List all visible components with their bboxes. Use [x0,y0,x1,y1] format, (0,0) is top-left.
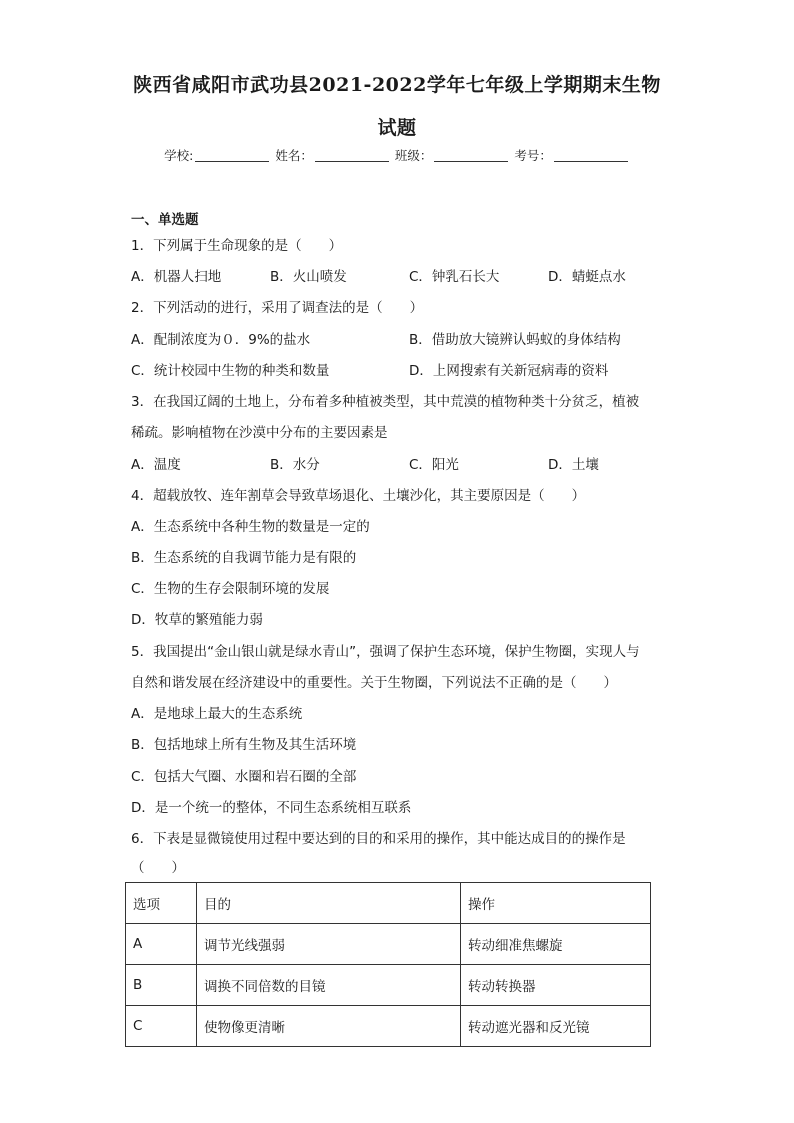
table-row [126,965,651,1006]
table-row [126,1006,651,1047]
table-header-cell: 目的 [197,883,461,924]
question-2-option-b[interactable]: B．借助放大镜辨认蚂蚁的身体结构 [409,332,621,348]
question-2-option-a[interactable]: A．配制浓度为０．9%的盐水 [131,332,311,348]
question-3-option-d[interactable]: D．土壤 [548,457,599,473]
class-blank[interactable] [434,149,508,162]
microscope-table [125,882,651,1047]
question-4-option-d[interactable]: D．牧草的繁殖能力弱 [131,612,263,628]
question-5-option-c[interactable]: C．包括大气圈、水圈和岩石圈的全部 [131,769,357,785]
question-5-stem-line1: 5．我国提出“金山银山就是绿水青山”，强调了保护生态环境，保护生物圈，实现人与 [131,644,640,660]
table-header-row [126,883,651,924]
table-row [126,924,651,965]
student-info-row [0,146,794,164]
question-5-option-b[interactable]: B．包括地球上所有生物及其生活环境 [131,737,357,753]
table-cell-purpose: 调节光线强弱 [197,924,461,965]
table-cell-operation: 转动遮光器和反光镜 [461,1006,651,1047]
question-6-stem-line2: （ ） [131,860,185,876]
question-3-option-b[interactable]: B．水分 [270,457,320,473]
question-2-stem: 2．下列活动的进行，采用了调查法的是（ ） [131,300,424,316]
table-header-cell: 操作 [461,883,651,924]
table-cell-option: A [126,924,197,965]
table-cell-option: B [126,965,197,1006]
question-3-stem-line2: 稀疏。影响植物在沙漠中分布的主要因素是 [131,425,388,441]
question-4-option-c[interactable]: C．生物的生存会限制环境的发展 [131,581,330,597]
exam-title-line2: 试题 [377,117,417,139]
question-1-stem: 1．下列属于生命现象的是（ ） [131,238,343,254]
question-3-stem-line1: 3．在我国辽阔的土地上，分布着多种植被类型，其中荒漠的植物种类十分贫乏，植被 [131,394,640,410]
school-blank[interactable] [195,149,269,162]
question-5-option-a[interactable]: A．是地球上最大的生态系统 [131,706,303,722]
table-cell-operation: 转动转换器 [461,965,651,1006]
exam-number-label: 考号： [514,148,552,163]
question-4-option-a[interactable]: A．生态系统中各种生物的数量是一定的 [131,519,370,535]
table-cell-purpose: 使物像更清晰 [197,1006,461,1047]
table-cell-purpose: 调换不同倍数的目镜 [197,965,461,1006]
class-label: 班级： [394,148,433,163]
question-1-option-d[interactable]: D．蜻蜓点水 [548,269,626,285]
section-heading: 一、单选题 [131,212,199,228]
table-cell-operation: 转动细准焦螺旋 [461,924,651,965]
question-3-option-c[interactable]: C．阳光 [409,457,459,473]
question-2-option-d[interactable]: D．上网搜索有关新冠病毒的资料 [409,363,609,379]
question-5-option-d[interactable]: D．是一个统一的整体，不同生态系统相互联系 [131,800,412,816]
name-blank[interactable] [315,149,389,162]
question-5-stem-line2: 自然和谐发展在经济建设中的重要性。关于生物圈，下列说法不正确的是（ ） [131,675,617,691]
school-label: 学校: [164,148,194,163]
question-3-option-a[interactable]: A．温度 [131,457,181,473]
exam-title-line1: 陕西省咸阳市武功县2021-2022学年七年级上学期期末生物 [133,74,661,96]
question-6-stem-line1: 6．下表是显微镜使用过程中要达到的目的和采用的操作，其中能达成目的的操作是 [131,831,626,847]
table-header-cell: 选项 [126,883,197,924]
question-1-option-b[interactable]: B．火山喷发 [270,269,347,285]
exam-number-blank[interactable] [554,149,628,162]
table-cell-option: C [126,1006,197,1047]
question-2-option-c[interactable]: C．统计校园中生物的种类和数量 [131,363,330,379]
question-1-option-c[interactable]: C．钟乳石长大 [409,269,500,285]
name-label: 姓名： [275,148,313,163]
question-1-option-a[interactable]: A．机器人扫地 [131,269,222,285]
question-4-option-b[interactable]: B．生态系统的自我调节能力是有限的 [131,550,357,566]
question-4-stem: 4．超载放牧、连年割草会导致草场退化、土壤沙化，其主要原因是（ ） [131,488,586,504]
